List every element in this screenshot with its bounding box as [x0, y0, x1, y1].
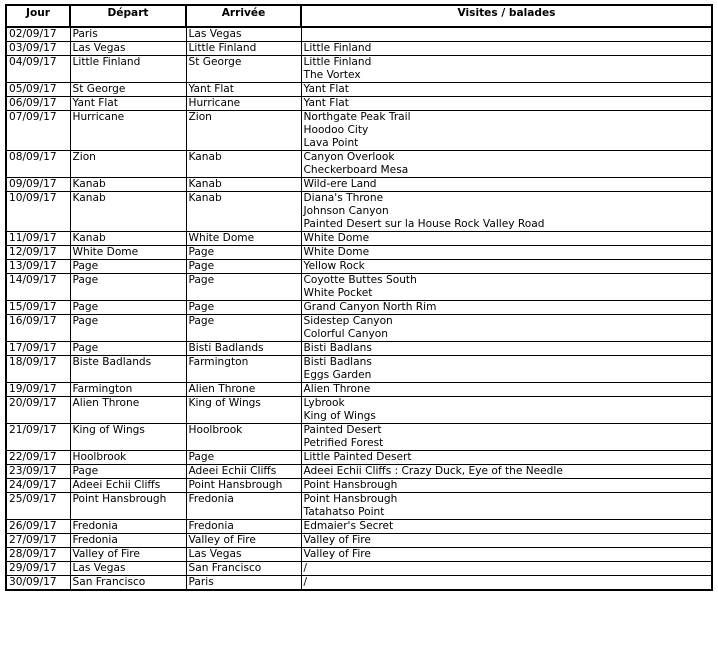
cell-arrivee: Adeei Echii Cliffs: [186, 465, 301, 479]
cell-depart: White Dome: [70, 246, 186, 260]
cell-jour: 14/09/17: [6, 274, 70, 301]
cell-jour: 10/09/17: [6, 192, 70, 232]
visite-line: Bisti Badlans: [303, 356, 372, 368]
visite-line: Valley of Fire: [303, 548, 371, 560]
cell-visites: [301, 232, 712, 246]
table-row: [6, 534, 712, 548]
cell-arrivee: Page: [186, 246, 301, 260]
cell-depart: Las Vegas: [70, 42, 186, 56]
cell-visites: [301, 274, 712, 301]
cell-arrivee: Page: [186, 451, 301, 465]
visite-line: Alien Throne: [303, 383, 371, 395]
cell-jour: 08/09/17: [6, 151, 70, 178]
cell-visites: [301, 192, 712, 232]
cell-depart: Hurricane: [70, 111, 186, 151]
cell-visites: [301, 301, 712, 315]
visite-line: Adeei Echii Cliffs : Crazy Duck, Eye of the Needle: [303, 465, 563, 477]
visite-line: Lybrook: [303, 397, 345, 409]
cell-jour: 09/09/17: [6, 178, 70, 192]
cell-depart: Page: [70, 260, 186, 274]
cell-jour: 16/09/17: [6, 315, 70, 342]
cell-visites: [301, 534, 712, 548]
cell-depart: Valley of Fire: [70, 548, 186, 562]
table-row: [6, 111, 712, 151]
cell-visites: [301, 451, 712, 465]
cell-depart: Biste Badlands: [70, 356, 186, 383]
cell-jour: 23/09/17: [6, 465, 70, 479]
cell-visites: [301, 260, 712, 274]
cell-visites: [301, 151, 712, 178]
cell-arrivee: Las Vegas: [186, 548, 301, 562]
cell-depart: Paris: [70, 27, 186, 42]
cell-visites: [301, 397, 712, 424]
table-row: [6, 301, 712, 315]
cell-arrivee: Fredonia: [186, 493, 301, 520]
cell-arrivee: Farmington: [186, 356, 301, 383]
cell-depart: Little Finland: [70, 56, 186, 83]
cell-jour: 04/09/17: [6, 56, 70, 83]
table-row: [6, 315, 712, 342]
cell-jour: 28/09/17: [6, 548, 70, 562]
visite-line: White Dome: [303, 232, 370, 244]
cell-depart: Kanab: [70, 232, 186, 246]
table-row: [6, 27, 712, 42]
header-depart: Départ: [70, 5, 186, 27]
cell-jour: 19/09/17: [6, 383, 70, 397]
cell-arrivee: Page: [186, 260, 301, 274]
cell-visites: [301, 56, 712, 83]
table-row: [6, 493, 712, 520]
visite-line: /: [303, 576, 308, 588]
visite-line: Lava Point: [303, 137, 359, 149]
visite-line: Coyotte Buttes South: [303, 274, 417, 286]
cell-jour: 27/09/17: [6, 534, 70, 548]
table-row: [6, 356, 712, 383]
visite-line: Johnson Canyon: [303, 205, 389, 217]
cell-jour: 26/09/17: [6, 520, 70, 534]
visite-line: Northgate Peak Trail: [303, 111, 411, 123]
cell-visites: [301, 493, 712, 520]
cell-arrivee: Kanab: [186, 151, 301, 178]
cell-arrivee: Kanab: [186, 192, 301, 232]
table-row: [6, 465, 712, 479]
table-row: [6, 383, 712, 397]
table-row: [6, 479, 712, 493]
cell-visites: [301, 27, 712, 42]
visite-line: Point Hansbrough: [303, 479, 398, 491]
cell-jour: 12/09/17: [6, 246, 70, 260]
table-row: [6, 562, 712, 576]
table-row: [6, 274, 712, 301]
cell-jour: 30/09/17: [6, 576, 70, 591]
cell-arrivee: Page: [186, 274, 301, 301]
visite-line: Petrified Forest: [303, 437, 384, 449]
header-row: [6, 5, 712, 27]
cell-depart: Adeei Echii Cliffs: [70, 479, 186, 493]
visite-line: Canyon Overlook: [303, 151, 395, 163]
cell-jour: 03/09/17: [6, 42, 70, 56]
table-row: [6, 192, 712, 232]
header-arrivee: Arrivée: [186, 5, 301, 27]
cell-jour: 29/09/17: [6, 562, 70, 576]
cell-visites: [301, 479, 712, 493]
visite-line: Eggs Garden: [303, 369, 372, 381]
visite-line: Yant Flat: [303, 83, 349, 95]
table-row: [6, 548, 712, 562]
cell-visites: [301, 111, 712, 151]
cell-visites: [301, 42, 712, 56]
visite-line: Little Finland: [303, 56, 372, 68]
cell-visites: [301, 356, 712, 383]
visite-line: Hoodoo City: [303, 124, 369, 136]
cell-arrivee: Yant Flat: [186, 83, 301, 97]
cell-jour: 25/09/17: [6, 493, 70, 520]
visite-line: Edmaier's Secret: [303, 520, 394, 532]
table-row: [6, 42, 712, 56]
cell-depart: Fredonia: [70, 534, 186, 548]
visite-line: Little Finland: [303, 42, 372, 54]
cell-jour: 15/09/17: [6, 301, 70, 315]
cell-jour: 11/09/17: [6, 232, 70, 246]
visite-line: Little Painted Desert: [303, 451, 412, 463]
cell-jour: 06/09/17: [6, 97, 70, 111]
cell-visites: [301, 315, 712, 342]
cell-arrivee: King of Wings: [186, 397, 301, 424]
visite-line: King of Wings: [303, 410, 376, 422]
visite-line: Bisti Badlans: [303, 342, 372, 354]
visite-line: /: [303, 562, 308, 574]
cell-arrivee: Paris: [186, 576, 301, 591]
cell-arrivee: San Francisco: [186, 562, 301, 576]
cell-visites: [301, 562, 712, 576]
itinerary-table: [5, 4, 713, 591]
visite-line: Checkerboard Mesa: [303, 164, 409, 176]
table-row: [6, 56, 712, 83]
cell-jour: 17/09/17: [6, 342, 70, 356]
visite-line: Yellow Rock: [303, 260, 365, 272]
cell-visites: [301, 97, 712, 111]
cell-jour: 07/09/17: [6, 111, 70, 151]
cell-visites: [301, 83, 712, 97]
cell-depart: Page: [70, 342, 186, 356]
cell-depart: Yant Flat: [70, 97, 186, 111]
visite-line: Painted Desert sur la House Rock Valley Road: [303, 218, 545, 230]
table-row: [6, 246, 712, 260]
cell-jour: 21/09/17: [6, 424, 70, 451]
cell-jour: 24/09/17: [6, 479, 70, 493]
cell-visites: [301, 342, 712, 356]
visite-line: Valley of Fire: [303, 534, 371, 546]
cell-depart: Hoolbrook: [70, 451, 186, 465]
visite-line: Tatahatso Point: [303, 506, 385, 518]
cell-arrivee: Alien Throne: [186, 383, 301, 397]
cell-depart: Las Vegas: [70, 562, 186, 576]
visite-line: Point Hansbrough: [303, 493, 398, 505]
cell-depart: Kanab: [70, 192, 186, 232]
table-row: [6, 260, 712, 274]
cell-depart: Page: [70, 301, 186, 315]
visite-line: Yant Flat: [303, 97, 349, 109]
cell-arrivee: White Dome: [186, 232, 301, 246]
cell-depart: St George: [70, 83, 186, 97]
cell-jour: 02/09/17: [6, 27, 70, 42]
cell-visites: [301, 178, 712, 192]
cell-depart: Farmington: [70, 383, 186, 397]
cell-arrivee: Kanab: [186, 178, 301, 192]
table-row: [6, 178, 712, 192]
cell-arrivee: Fredonia: [186, 520, 301, 534]
cell-jour: 18/09/17: [6, 356, 70, 383]
cell-arrivee: Hurricane: [186, 97, 301, 111]
visite-line: The Vortex: [303, 69, 361, 81]
table-row: [6, 342, 712, 356]
cell-depart: San Francisco: [70, 576, 186, 591]
table-row: [6, 576, 712, 591]
cell-depart: Kanab: [70, 178, 186, 192]
cell-visites: [301, 383, 712, 397]
cell-arrivee: Zion: [186, 111, 301, 151]
cell-jour: 05/09/17: [6, 83, 70, 97]
cell-arrivee: Page: [186, 301, 301, 315]
header-jour: Jour: [6, 5, 70, 27]
cell-arrivee: Bisti Badlands: [186, 342, 301, 356]
visite-line: Sidestep Canyon: [303, 315, 393, 327]
cell-depart: Point Hansbrough: [70, 493, 186, 520]
cell-depart: Page: [70, 465, 186, 479]
table-row: [6, 424, 712, 451]
table-row: [6, 151, 712, 178]
cell-arrivee: Point Hansbrough: [186, 479, 301, 493]
cell-depart: Alien Throne: [70, 397, 186, 424]
cell-jour: 13/09/17: [6, 260, 70, 274]
cell-jour: 22/09/17: [6, 451, 70, 465]
cell-visites: [301, 465, 712, 479]
table-row: [6, 451, 712, 465]
cell-visites: [301, 424, 712, 451]
visite-line: Grand Canyon North Rim: [303, 301, 437, 313]
visite-line: White Dome: [303, 246, 370, 258]
cell-arrivee: Little Finland: [186, 42, 301, 56]
cell-depart: Page: [70, 315, 186, 342]
cell-arrivee: Hoolbrook: [186, 424, 301, 451]
cell-visites: [301, 576, 712, 591]
cell-depart: King of Wings: [70, 424, 186, 451]
cell-depart: Zion: [70, 151, 186, 178]
table-row: [6, 232, 712, 246]
visite-line: White Pocket: [303, 287, 373, 299]
itinerary-body: [6, 27, 712, 590]
visite-line: Diana's Throne: [303, 192, 384, 204]
header-visites: Visites / balades: [301, 5, 712, 27]
cell-jour: 20/09/17: [6, 397, 70, 424]
table-row: [6, 97, 712, 111]
cell-visites: [301, 548, 712, 562]
table-row: [6, 397, 712, 424]
cell-arrivee: Las Vegas: [186, 27, 301, 42]
cell-depart: Fredonia: [70, 520, 186, 534]
cell-arrivee: Page: [186, 315, 301, 342]
cell-arrivee: Valley of Fire: [186, 534, 301, 548]
table-row: [6, 520, 712, 534]
cell-visites: [301, 520, 712, 534]
visite-line: Wild-ere Land: [303, 178, 377, 190]
visite-line: Colorful Canyon: [303, 328, 388, 340]
cell-arrivee: St George: [186, 56, 301, 83]
table-row: [6, 83, 712, 97]
cell-visites: [301, 246, 712, 260]
visite-line: Painted Desert: [303, 424, 382, 436]
cell-depart: Page: [70, 274, 186, 301]
